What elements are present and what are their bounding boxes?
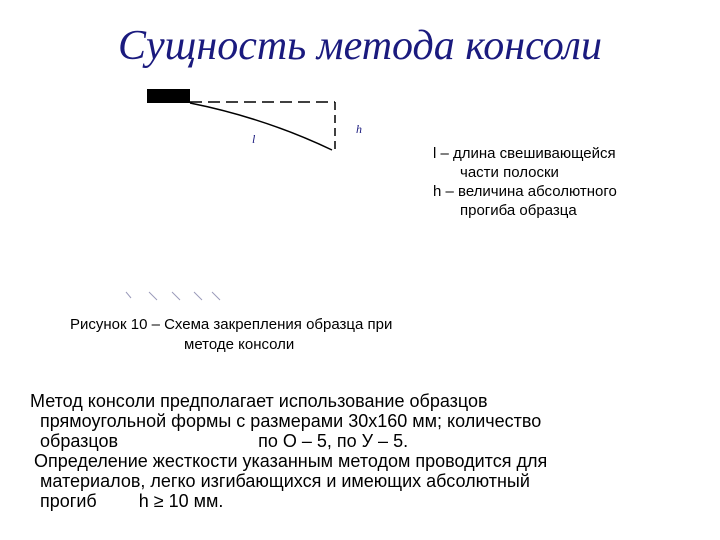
diagram-legend [433, 144, 617, 220]
paragraph-1-line-3b: по О – 5, по У – 5. [258, 431, 409, 451]
legend-line-l: l – длина свешивающейся [433, 145, 616, 162]
paragraph-1-line-3 [30, 431, 710, 451]
paragraph-1-line-2: прямоугольной формы с размерами 30х160 мм; количество [40, 411, 542, 431]
label-l: l [252, 132, 256, 146]
figure-caption [70, 315, 392, 355]
paragraph-2-line-3 [30, 491, 710, 511]
legend-line-l-cont: части полоски [460, 164, 559, 181]
paragraph-2-line-1: Определение жесткости указанным методом проводится для [34, 451, 548, 471]
paragraph-2-line-3a: прогиб [40, 491, 97, 511]
legend-line-h: h – величина абсолютного [433, 183, 617, 200]
body-text [30, 391, 710, 511]
caption-line-2: методе консоли [184, 336, 295, 353]
ground-hatch [126, 292, 220, 300]
paragraph-2-line-3b: h ≥ 10 мм. [138, 491, 224, 511]
paragraph-1-line-3a: образцов [40, 431, 119, 451]
bent-strip-curve [190, 103, 332, 150]
paragraph-1-line-1: Метод консоли предполагает использование образцов [30, 391, 488, 411]
legend-line-h-cont: прогиба образца [460, 202, 577, 219]
paragraph-2-line-2: материалов, легко изгибающихся и имеющих абсолютный [40, 471, 530, 491]
clamp-block [147, 89, 190, 103]
caption-line-1: Рисунок 10 – Схема закрепления образца при [70, 316, 393, 333]
slide-title: Сущность метода консоли [118, 23, 602, 69]
label-h: h [356, 122, 362, 136]
